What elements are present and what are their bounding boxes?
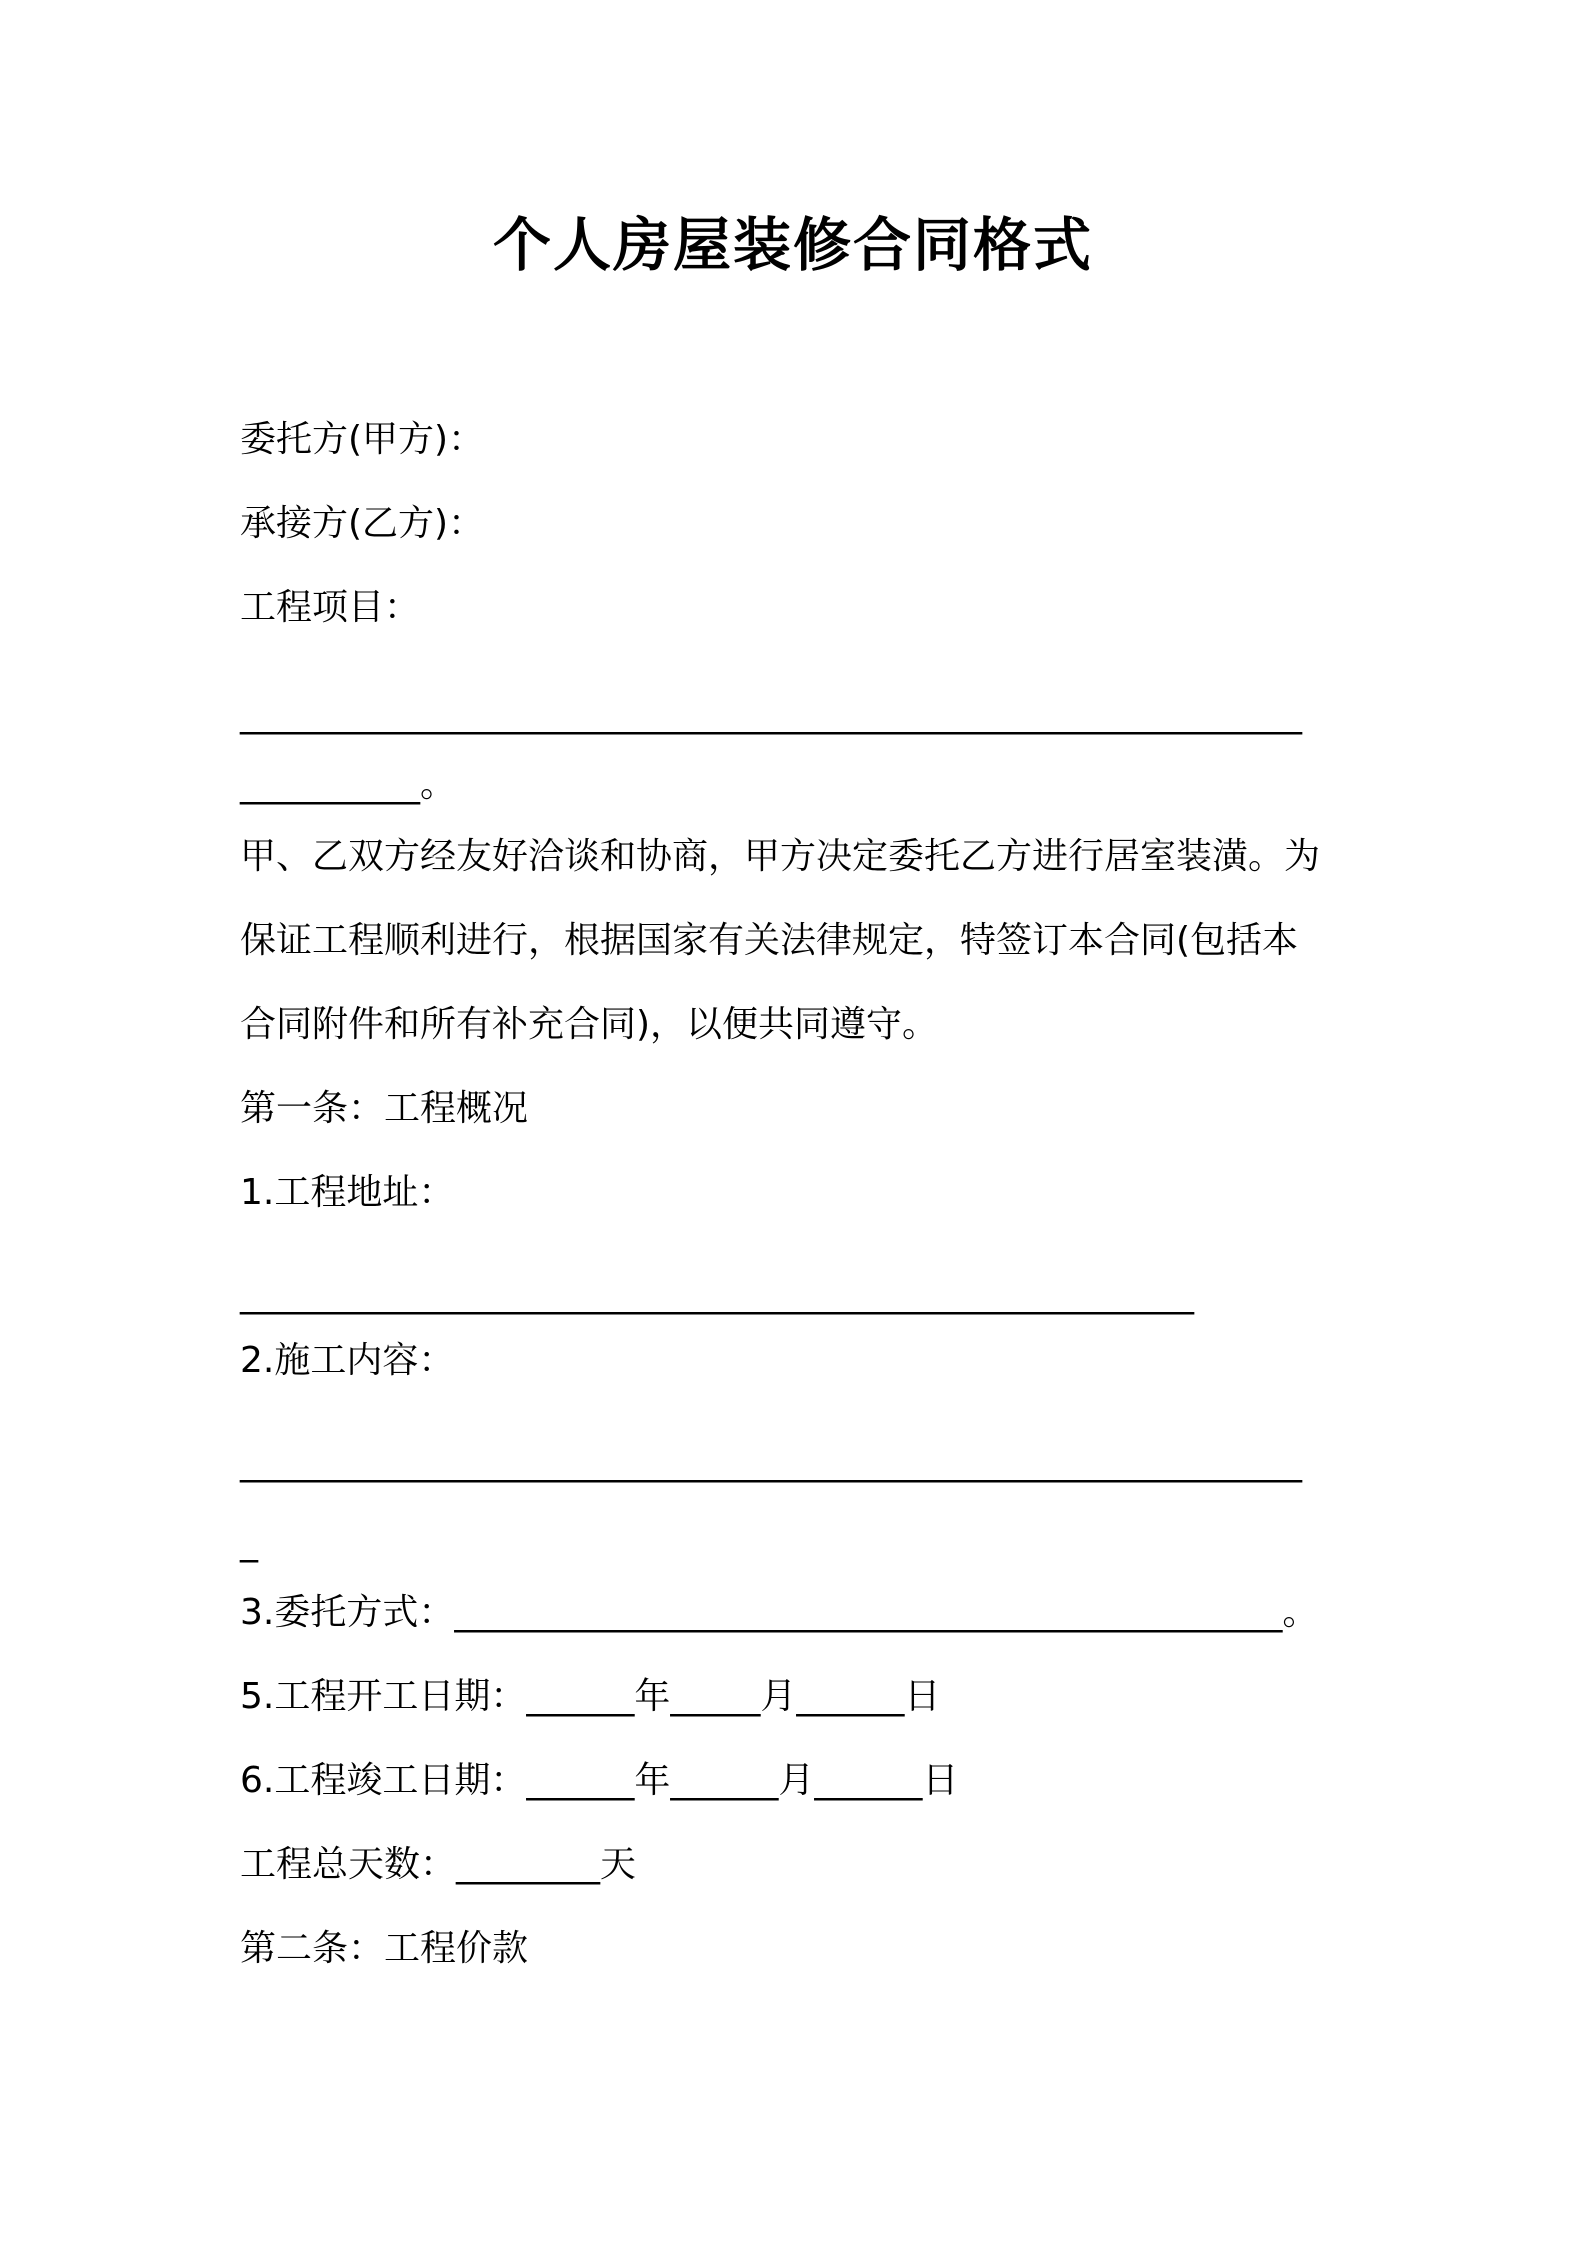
- intro-paragraph-line-3: 合同附件和所有补充合同)，以便共同遵守。: [240, 1004, 939, 1045]
- article-1-heading: 第一条：工程概况: [240, 1088, 529, 1129]
- content-blank-line-end: _: [240, 1522, 258, 1563]
- content-blank-line: ___________________________________________________________: [240, 1442, 1302, 1483]
- entrust-mode-line: 3.委托方式：______________________________________________。: [240, 1592, 1319, 1633]
- content-label: 2.施工内容：: [240, 1340, 455, 1381]
- client-party-label: 委托方(甲方)：: [240, 419, 485, 460]
- article-2-heading: 第二条：工程价款: [240, 1928, 529, 1969]
- end-date-line: 6.工程竣工日期：______年______月______日: [240, 1760, 959, 1801]
- address-label: 1.工程地址：: [240, 1172, 455, 1213]
- project-blank-line: ___________________________________________________________: [240, 694, 1302, 735]
- project-blank-line-end: __________。: [240, 764, 457, 805]
- intro-paragraph-line-1: 甲、乙双方经友好洽谈和协商，甲方决定委托乙方进行居室装潢。为: [240, 836, 1321, 877]
- address-blank-line: _____________________________________________________: [240, 1274, 1194, 1315]
- page-title: 个人房屋装修合同格式: [492, 211, 1093, 279]
- intro-paragraph-line-2: 保证工程顺利进行，根据国家有关法律规定，特签订本合同(包括本: [240, 920, 1299, 961]
- total-days-line: 工程总天数：________天: [240, 1844, 637, 1885]
- start-date-line: 5.工程开工日期：______年_____月______日: [240, 1676, 941, 1717]
- contractor-party-label: 承接方(乙方)：: [240, 503, 485, 544]
- project-label: 工程项目：: [240, 587, 421, 628]
